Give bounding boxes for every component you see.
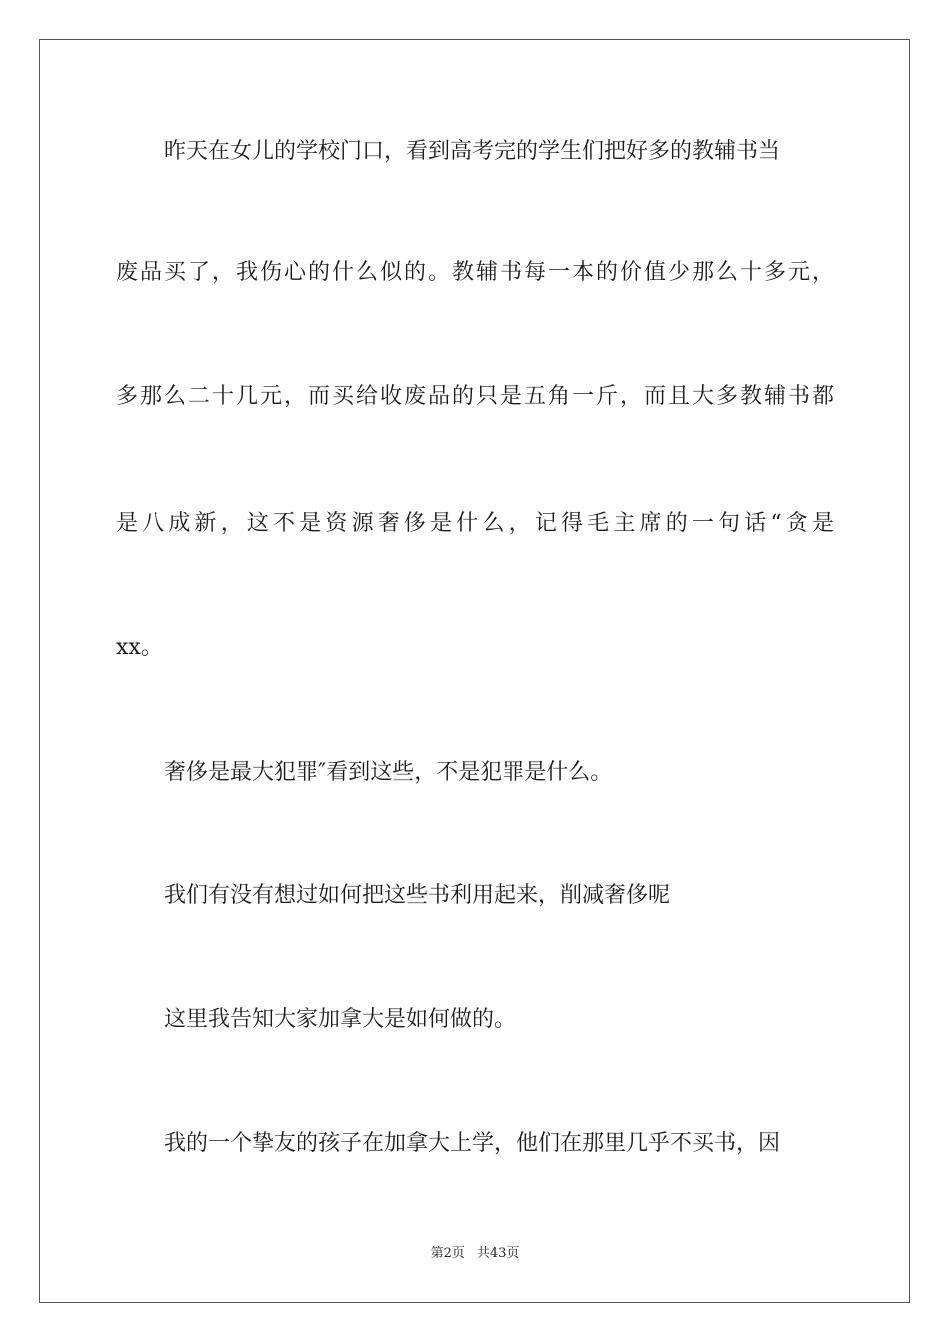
page-total: 共43页: [476, 1246, 520, 1261]
paragraph-line-4: 是八成新，这不是资源奢侈是什么，记得毛主席的一句话“贪是: [116, 511, 834, 536]
page-footer: [0, 1246, 950, 1262]
page-border: [39, 39, 910, 1303]
paragraph-line-5: xx。: [116, 635, 163, 660]
paragraph-line-7: 我们有没有想过如何把这些书利用起来，削减奢侈呢: [164, 883, 671, 908]
paragraph-line-2: 废品买了，我伤心的什么似的。教辅书每一本的价值少那么十多元，: [116, 260, 834, 285]
paragraph-line-3: 多那么二十几元，而买给收废品的只是五角一斤，而且大多教辅书都: [116, 384, 834, 409]
paragraph-line-8: 这里我告知大家加拿大是如何做的。: [164, 1007, 517, 1032]
paragraph-line-1: 昨天在女儿的学校门口，看到高考完的学生们把好多的教辅书当: [164, 139, 781, 164]
paragraph-line-9: 我的一个挚友的孩子在加拿大上学，他们在那里几乎不买书，因: [164, 1131, 781, 1156]
page-number: 第2页: [430, 1246, 465, 1261]
paragraph-line-6: 奢侈是最大犯罪″看到这些，不是犯罪是什么。: [164, 760, 613, 785]
